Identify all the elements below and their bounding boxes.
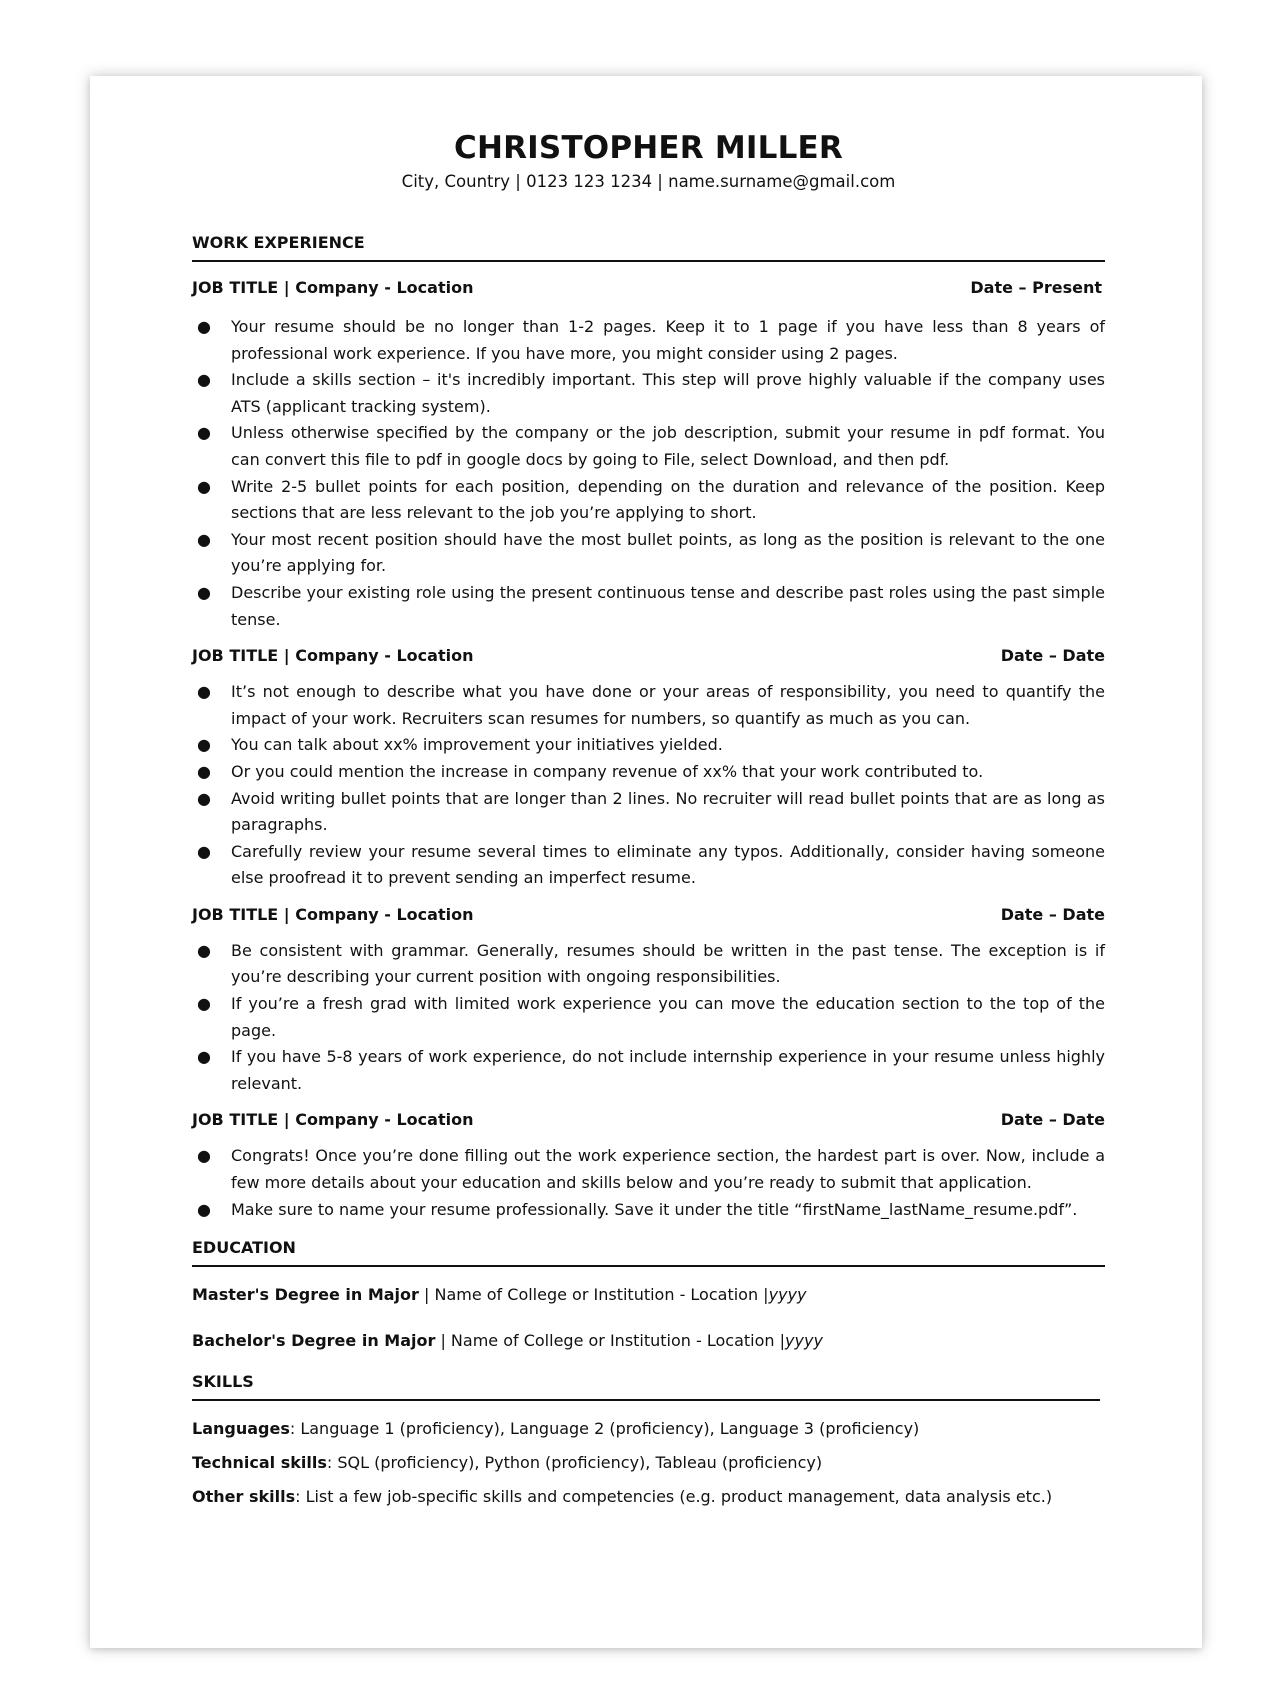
institution-name: | Name of College or Institution - Location | xyxy=(418,1285,769,1305)
bullet-icon: ● xyxy=(197,841,211,861)
job-date: Date – Date xyxy=(1000,904,1105,924)
skill-text: : SQL (proficiency), Python (proficiency), Tableau (proficiency) xyxy=(326,1453,823,1473)
skills-heading: SKILLS xyxy=(192,1371,1100,1401)
education-entry xyxy=(192,1283,1105,1307)
skill-label: Other skills xyxy=(192,1487,296,1507)
bullet-item: ● Describe your existing role using the present continuous tense and describe past roles using the past simple tense. xyxy=(192,580,1105,633)
skill-text: : Language 1 (proficiency), Language 2 (proficiency), Language 3 (proficiency) xyxy=(289,1419,920,1439)
job-title: JOB TITLE | Company - Location xyxy=(192,1110,474,1130)
bullet-icon: ● xyxy=(197,940,211,960)
job-header xyxy=(192,645,1105,667)
skill-label: Languages xyxy=(192,1419,290,1439)
bullet-icon: ● xyxy=(197,529,211,549)
bullet-item: ● Write 2-5 bullet points for each position, depending on the duration and relevance of the position. Keep sections that are less relevant to the job you’re applying to short. xyxy=(192,474,1105,527)
job-date: Date – Present xyxy=(970,278,1102,297)
skill-text: : List a few job-specific skills and competencies (e.g. product management, data analysis etc.) xyxy=(295,1487,1053,1507)
bullet-item: ● Carefully review your resume several times to eliminate any typos. Additionally, consider having someone else proofread it to prevent sending an imperfect resume. xyxy=(192,839,1105,892)
bullet-item: ● You can talk about xx% improvement your initiatives yielded. xyxy=(192,732,1105,759)
job-bullets xyxy=(192,1143,1105,1223)
bullet-item: ● Avoid writing bullet points that are longer than 2 lines. No recruiter will read bullet points that are as long as paragraphs. xyxy=(192,786,1105,839)
education-section xyxy=(192,1237,1105,1353)
bullet-icon: ● xyxy=(197,994,211,1014)
job-header xyxy=(192,904,1105,926)
bullet-item: ● If you’re a fresh grad with limited work experience you can move the education section to the top of the page. xyxy=(192,991,1105,1044)
bullet-item: ● If you have 5-8 years of work experience, do not include internship experience in your resume unless highly relevant. xyxy=(192,1044,1105,1097)
bullet-icon: ● xyxy=(197,1146,211,1166)
job-date: Date – Date xyxy=(1000,1110,1105,1130)
bullet-icon: ● xyxy=(197,788,211,808)
skill-entry xyxy=(192,1451,1105,1475)
resume-content xyxy=(192,128,1105,1509)
bullet-icon: ● xyxy=(197,735,211,755)
job-entry xyxy=(192,277,1105,633)
bullet-item: ● Your most recent position should have the most bullet points, as long as the position is relevant to the one you’re applying for. xyxy=(192,527,1105,580)
bullet-icon: ● xyxy=(197,476,211,496)
job-bullets xyxy=(192,679,1105,892)
job-entry xyxy=(192,645,1105,892)
job-header xyxy=(192,277,1105,299)
job-header xyxy=(192,1109,1105,1131)
bullet-icon: ● xyxy=(197,682,211,702)
skill-entry xyxy=(192,1485,1105,1509)
job-entry xyxy=(192,1109,1105,1223)
job-title: JOB TITLE | Company - Location xyxy=(192,904,474,924)
skills-section xyxy=(192,1371,1105,1509)
bullet-icon: ● xyxy=(197,423,211,443)
bullet-item: ● Unless otherwise specified by the company or the job description, submit your resume in pdf format. You can convert this file to pdf in google docs by going to File, select Download, and then pdf. xyxy=(192,420,1105,473)
job-entry xyxy=(192,904,1105,1098)
degree-name: Bachelor's Degree in Major xyxy=(192,1331,436,1351)
resume-header xyxy=(192,128,1105,194)
job-bullets xyxy=(192,314,1105,633)
graduation-year: yyyy xyxy=(768,1285,807,1305)
work-experience-section xyxy=(192,232,1105,1223)
bullet-item: ● Congrats! Once you’re done filling out the work experience section, the hardest part is over. Now, include a few more details about your education and skills below and you’re ready to submit that application. xyxy=(192,1143,1105,1196)
bullet-icon: ● xyxy=(197,1199,211,1219)
work-experience-heading: WORK EXPERIENCE xyxy=(192,232,1105,262)
bullet-item: ● It’s not enough to describe what you have done or your areas of responsibility, you need to quantify the impact of your work. Recruiters scan resumes for numbers, so quantify as much as you can. xyxy=(192,679,1105,732)
skill-label: Technical skills xyxy=(192,1453,327,1473)
bullet-item: ● Or you could mention the increase in company revenue of xx% that your work contributed to. xyxy=(192,759,1105,786)
education-heading: EDUCATION xyxy=(192,1237,1105,1267)
bullet-item: ● Be consistent with grammar. Generally, resumes should be written in the past tense. The exception is if you’re describing your current position with ongoing responsibilities. xyxy=(192,938,1105,991)
resume-page xyxy=(90,76,1202,1648)
bullet-item: ● Include a skills section – it's incredibly important. This step will prove highly valuable if the company uses ATS (applicant tracking system). xyxy=(192,367,1105,420)
bullet-icon: ● xyxy=(197,582,211,602)
bullet-item: ● Make sure to name your resume professionally. Save it under the title “firstName_lastName_resume.pdf”. xyxy=(192,1197,1105,1224)
bullet-icon: ● xyxy=(197,317,211,336)
bullet-icon: ● xyxy=(197,370,211,390)
bullet-icon: ● xyxy=(197,1047,211,1067)
education-entry xyxy=(192,1329,1105,1353)
institution-name: | Name of College or Institution - Location | xyxy=(435,1331,786,1351)
graduation-year: yyyy xyxy=(785,1331,823,1351)
job-date: Date – Date xyxy=(1000,646,1105,666)
job-title: JOB TITLE | Company - Location xyxy=(192,646,474,666)
job-bullets xyxy=(192,938,1105,1098)
bullet-item: ● Your resume should be no longer than 1-2 pages. Keep it to 1 page if you have less than 8 years of professional work experience. If you have more, you might consider using 2 pages. xyxy=(192,314,1105,367)
degree-name: Master's Degree in Major xyxy=(192,1285,419,1305)
contact-line: City, Country | 0123 123 1234 | name.surname@gmail.com xyxy=(401,172,896,191)
candidate-name: CHRISTOPHER MILLER xyxy=(454,130,843,166)
bullet-icon: ● xyxy=(197,761,211,781)
skill-entry xyxy=(192,1417,1105,1441)
job-title: JOB TITLE | Company - Location xyxy=(192,278,474,297)
